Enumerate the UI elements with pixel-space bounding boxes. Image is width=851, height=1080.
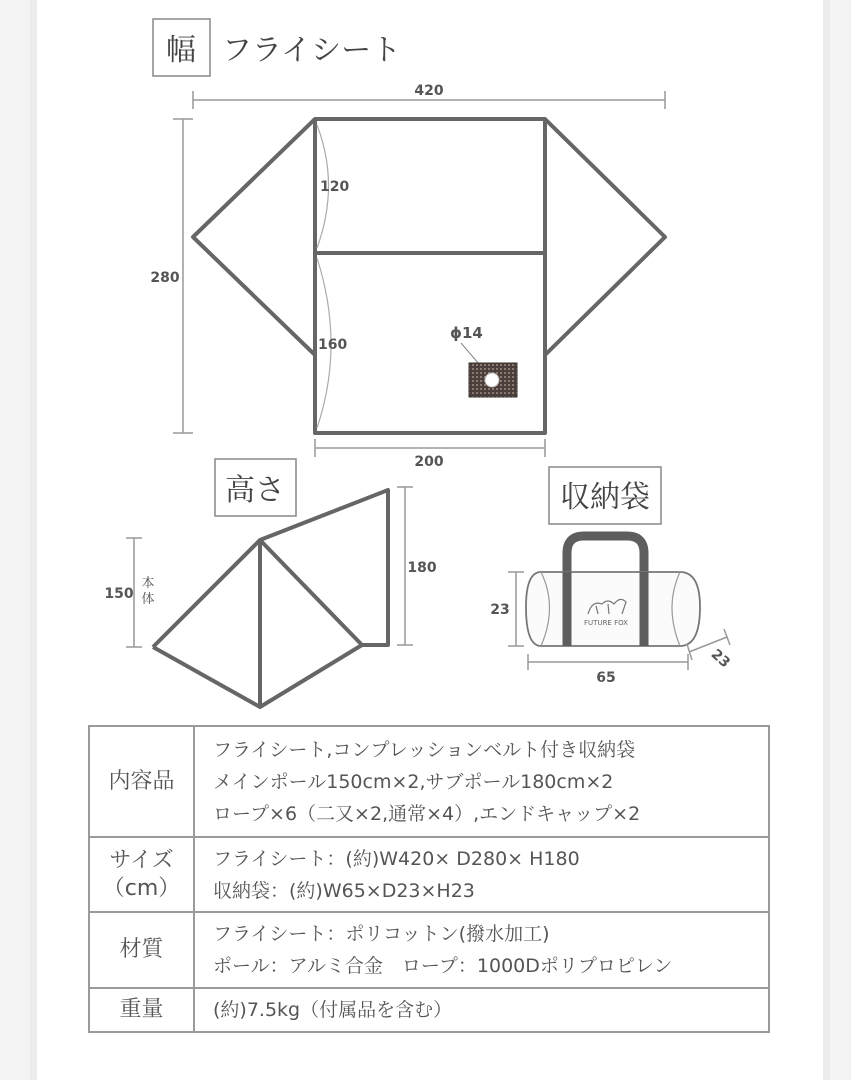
contents-line: ロープ×6（二又×2,通常×4）,エンドキャップ×2	[213, 802, 641, 825]
dim-hole-diameter: ϕ14	[450, 324, 483, 342]
body-label-bottom: 体	[141, 592, 155, 607]
weight-line: (約)7.5kg（付属品を含む）	[213, 999, 453, 1021]
material-line: ポール：アルミ合金 ロープ：1000Dポリプロピレン	[213, 955, 673, 977]
size-header-unit: （cm）	[102, 875, 181, 901]
bag-label: 収納袋	[560, 480, 650, 515]
dim-pole-height: 180	[407, 560, 437, 576]
row-value-contents	[194, 726, 769, 837]
body-label-top: 本	[141, 576, 155, 591]
flysheet-outline	[193, 119, 665, 433]
table-row	[89, 837, 769, 912]
size-line: フライシート：(約)W420× D280× H180	[213, 847, 580, 870]
hole-leader-line	[461, 343, 479, 364]
flysheet-title: フライシート	[222, 33, 402, 68]
bag-width-dimension-line	[528, 654, 688, 670]
height-label: 高さ	[225, 473, 285, 508]
side-profile-outline	[153, 490, 388, 707]
row-value-material	[194, 912, 769, 988]
size-header-line: サイズ	[109, 848, 174, 873]
dim-bag-depth: 23	[707, 646, 733, 672]
spec-table	[88, 725, 770, 1033]
row-header-weight: 重量	[89, 988, 194, 1032]
table-row	[89, 912, 769, 988]
bag-handle	[567, 536, 644, 575]
row-header-material: 材質	[89, 912, 194, 988]
dim-lower-depth: 160	[318, 337, 348, 353]
stove-hole	[485, 373, 499, 387]
material-line: フライシート：ポリコットン(撥水加工)	[213, 923, 550, 945]
row-value-size	[194, 837, 769, 912]
dim-bag-width: 65	[596, 670, 616, 686]
row-header-size	[89, 837, 194, 912]
width-label: 幅	[166, 33, 196, 68]
dim-center-width: 200	[414, 454, 444, 470]
dim-total-depth: 280	[150, 270, 180, 286]
table-row	[89, 988, 769, 1032]
table-row	[89, 726, 769, 837]
brand-logo-text: FUTURE FOX	[584, 619, 628, 627]
row-header-contents: 内容品	[89, 726, 194, 837]
dim-total-width: 420	[414, 83, 444, 99]
contents-line: フライシート,コンプレッションベルト付き収納袋	[213, 738, 636, 761]
size-line: 収納袋：(約)W65×D23×H23	[213, 879, 475, 902]
dim-upper-depth: 120	[320, 179, 350, 195]
bag-body	[526, 572, 700, 646]
storage-bag-illustration	[526, 536, 700, 646]
dim-bag-height: 23	[490, 602, 510, 618]
contents-line: メインポール150cm×2,サブポール180cm×2	[213, 770, 614, 793]
bag-height-dimension-line	[508, 572, 524, 646]
dim-body-height: 150	[104, 586, 134, 602]
seam-curves	[317, 125, 331, 428]
row-value-weight	[194, 988, 769, 1032]
